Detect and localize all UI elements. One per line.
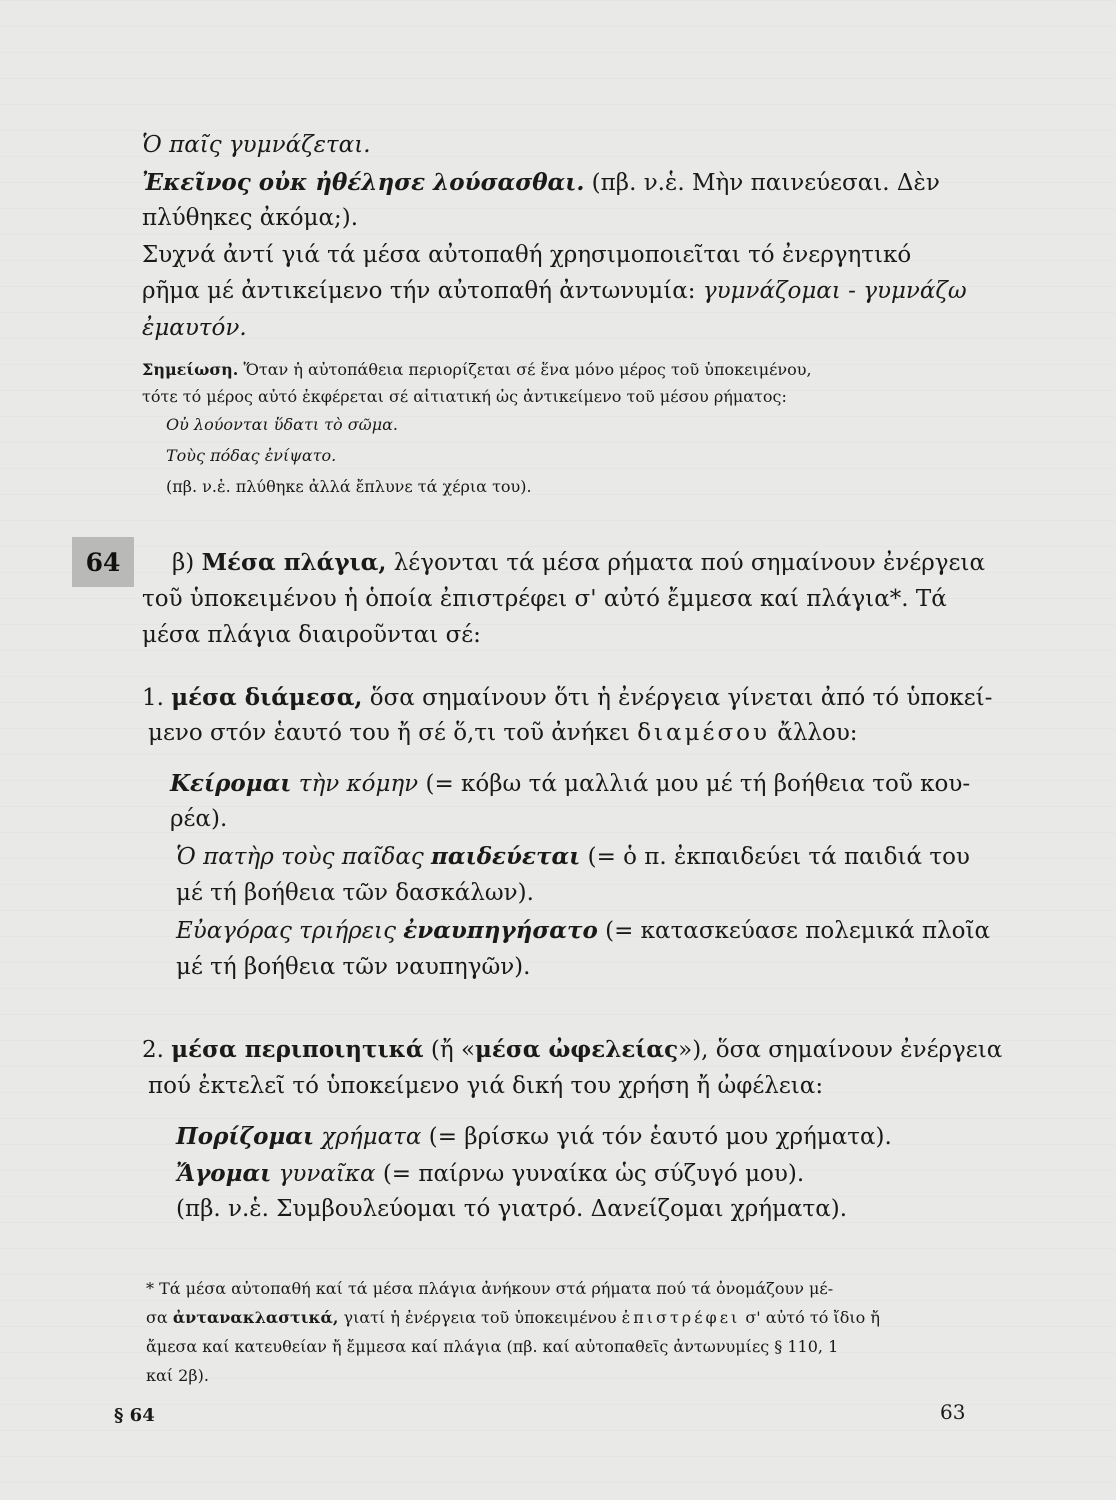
item-term: μέσα διάμεσα, [171,684,363,711]
item-example: Ὁ πατὴρ τοὺς παῖδας παιδεύεται (= ὁ π. ἐκπαιδεύει τά παιδιά του [176,843,970,870]
item-example: μέ τή βοήθεια τῶν ναυπηγῶν). [176,954,531,980]
remark-example: (πβ. ν.ἑ. πλύθηκε ἀλλά ἔπλυνε τά χέρια του). [166,477,532,496]
remark-example: Οὐ λούονται ὕδατι τὸ σῶμα. [166,415,399,434]
item-example: Εὐαγόρας τριήρεις ἐναυπηγήσατο (= κατασκεύασε πολεμικά πλοῖα [176,917,991,944]
paragraph-line: Συχνά ἀντί γιά τά μέσα αὐτοπαθή χρησιμοποιεῖται τό ἐνεργητικό [142,242,912,268]
remark-line: Σημείωση. Ὅταν ἡ αὐτοπάθεια περιορίζεται σέ ἕνα μόνο μέρος τοῦ ὑποκειμένου, [142,360,812,379]
footer-section-ref: § 64 [114,1405,155,1426]
item-term: μέσα περιποιητικά [171,1036,424,1063]
item-example: Πορίζομαι χρήματα (= βρίσκω γιά τόν ἑαυτό μου χρήματα). [176,1123,892,1150]
remark-label: Σημείωση. [142,360,239,379]
item-example: Ἄγομαι γυναῖκα (= παίρνω γυναίκα ὡς σύζυγό μου). [176,1160,805,1187]
item-line: πού ἐκτελεῖ τό ὑποκείμενο γιά δική του χρήση ἤ ὠφέλεια: [148,1073,824,1099]
section-heading: Μέσα πλάγια, [201,549,387,576]
paragraph-line: ἐμαυτόν. [142,315,247,341]
section-line: τοῦ ὑποκειμένου ἡ ὁποία ἐπιστρέφει σ' αὐτό ἔμμεσα καί πλάγια*. Τά [142,586,947,612]
footnote-line: καί 2β). [146,1366,209,1385]
item-line: 1. μέσα διάμεσα, ὅσα σημαίνουν ὅτι ἡ ἐνέργεια γίνεται ἀπό τό ὑποκεί- [142,684,993,711]
remark-line: τότε τό μέρος αὐτό ἐκφέρεται σέ αἰτιατική ὡς ἀντικείμενο τοῦ μέσου ρήματος: [142,387,787,406]
item-example: μέ τή βοήθεια τῶν δασκάλων). [176,880,534,906]
example-line: Ὁ παῖς γυμνάζεται. [142,132,371,158]
section-line: μέσα πλάγια διαιροῦνται σέ: [142,622,481,648]
item-example: ρέα). [170,806,228,832]
section-heading-line: β) Μέσα πλάγια, λέγονται τά μέσα ρήματα πού σημαίνουν ἐνέργεια [172,549,985,576]
example-line: πλύθηκες ἀκόμα;). [142,205,359,231]
page-number: 63 [940,1400,966,1424]
footnote-line: ἄμεσα καί κατευθείαν ἤ ἔμμεσα καί πλάγια (πβ. καί αὐτοπαθεῖς ἀντωνυμίες § 110, 1 [146,1337,839,1356]
example-line: Ἐκεῖνος οὐκ ἠθέλησε λούσασθαι. (πβ. ν.ἑ. Μὴν παινεύεσαι. Δὲν [142,169,940,196]
remark-example: Τοὺς πόδας ἐνίψατο. [166,446,337,465]
footnote-line: σα ἀντανακλαστικά, γιατί ἡ ἐνέργεια τοῦ ὑποκειμένου ἐπιστρέφει σ' αὐτό τό ἴδιο ἤ [146,1308,880,1327]
section-number-badge: 64 [72,537,134,587]
item-line: 2. μέσα περιποιητικά (ἤ «μέσα ὠφελείας»), ὅσα σημαίνουν ἐνέργεια [142,1036,1003,1063]
item-line: μενο στόν ἑαυτό του ἤ σέ ὅ,τι τοῦ ἀνήκει διαμέσου ἄλλου: [148,720,858,746]
item-example: Κείρομαι τὴν κόμην (= κόβω τά μαλλιά μου μέ τή βοήθεια τοῦ κου- [170,770,971,797]
item-example: (πβ. ν.ἑ. Συμβουλεύομαι τό γιατρό. Δανείζομαι χρήματα). [176,1196,848,1222]
paragraph-line: ρῆμα μέ ἀντικείμενο τήν αὐτοπαθή ἀντωνυμία: γυμνάζομαι - γυμνάζω [142,278,967,304]
footnote-line: * Τά μέσα αὐτοπαθή καί τά μέσα πλάγια ἀνήκουν στά ρήματα πού τά ὀνομάζουν μέ- [146,1279,834,1298]
